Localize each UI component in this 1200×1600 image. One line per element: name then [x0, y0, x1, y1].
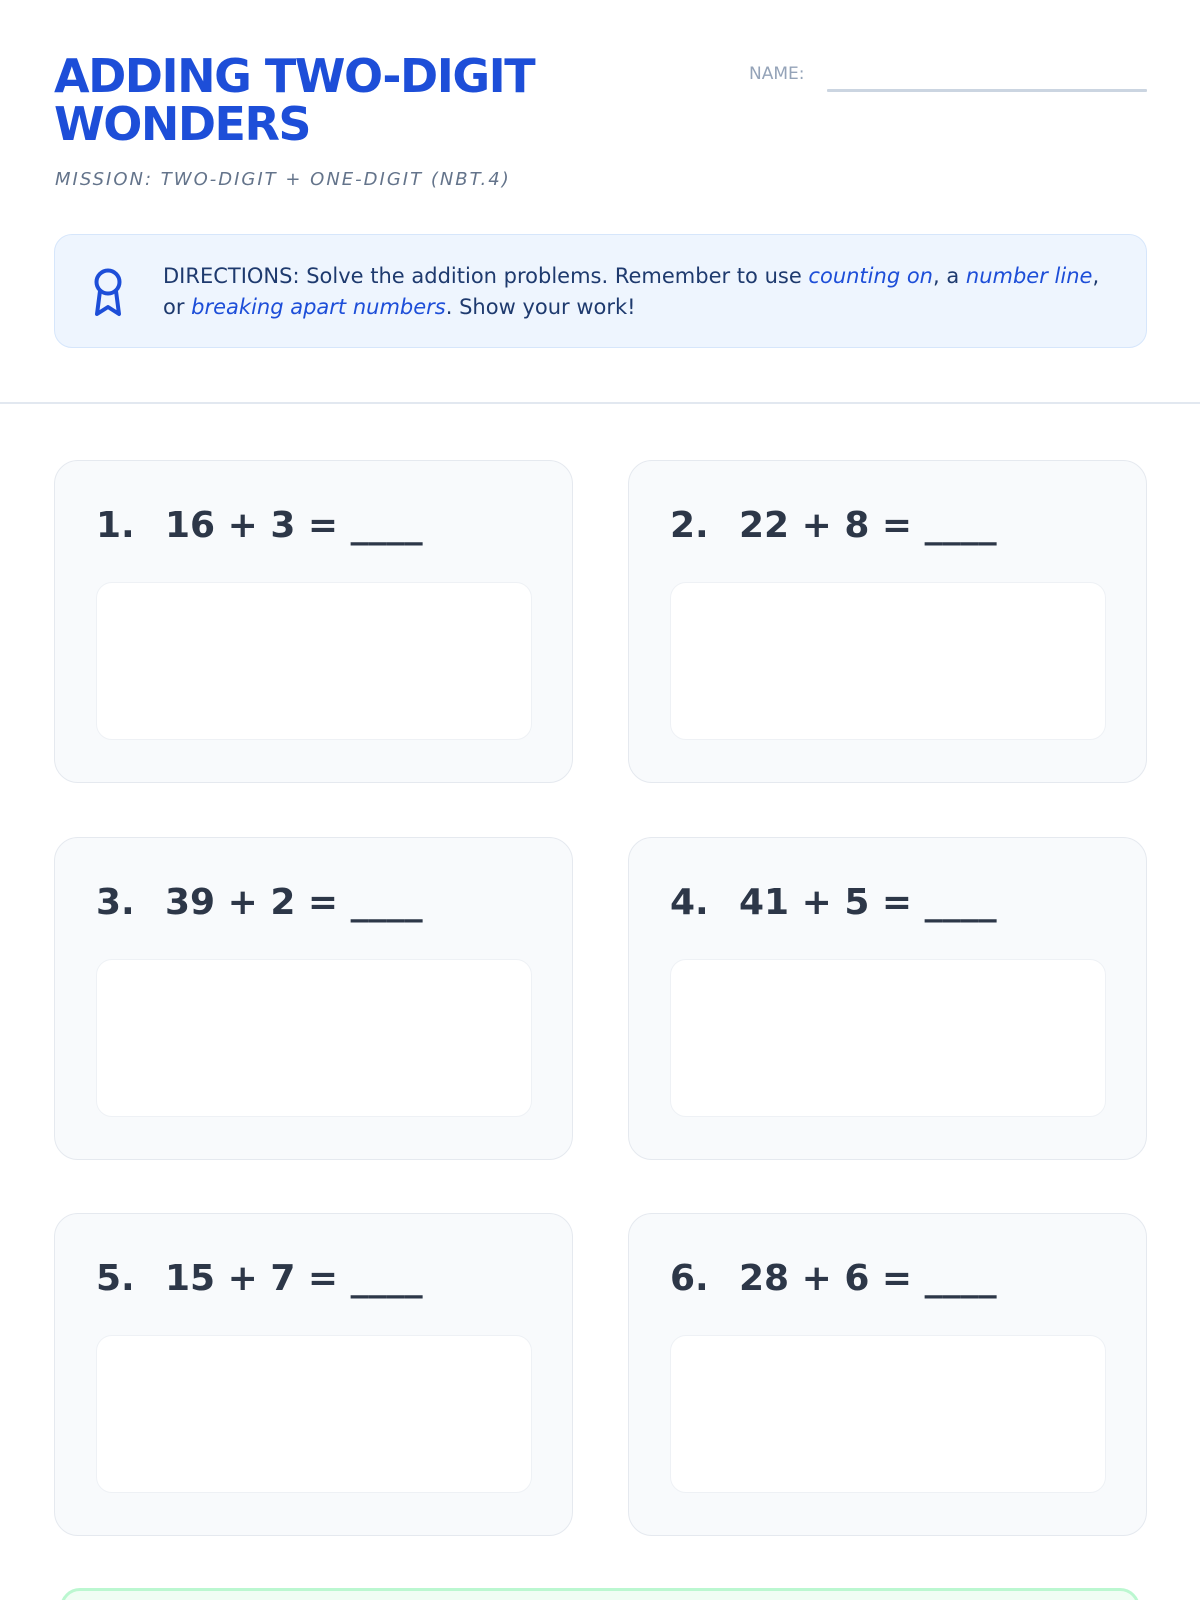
- section-divider: [0, 402, 1200, 404]
- directions-separator: , or: [163, 264, 1100, 319]
- problem-card-3: [54, 837, 573, 1160]
- problem-card-6: [628, 1213, 1147, 1536]
- problem-text: [96, 505, 423, 546]
- work-area[interactable]: [96, 1335, 532, 1493]
- problem-text: [96, 882, 423, 923]
- directions-prefix: DIRECTIONS: Solve the addition problems. Remember to use: [163, 264, 809, 288]
- directions-suffix: . Show your work!: [445, 295, 636, 319]
- worksheet-subtitle: MISSION: TWO-DIGIT + ONE-DIGIT (NBT.4): [55, 169, 511, 190]
- strategy-number-line: number line: [965, 264, 1093, 288]
- problem-number: 5.: [96, 1258, 135, 1299]
- work-area[interactable]: [96, 582, 532, 740]
- problem-number: 3.: [96, 882, 135, 923]
- name-field[interactable]: [827, 89, 1147, 92]
- directions-text: [163, 261, 1113, 323]
- problem-text: [670, 882, 997, 923]
- problem-expression: 15 + 7 = ____: [165, 1258, 423, 1299]
- work-area[interactable]: [670, 582, 1106, 740]
- problem-number: 1.: [96, 505, 135, 546]
- problem-number: 4.: [670, 882, 709, 923]
- strategy-breaking-apart: breaking apart numbers: [191, 295, 446, 319]
- work-area[interactable]: [96, 959, 532, 1117]
- problem-expression: 39 + 2 = ____: [165, 882, 423, 923]
- problem-expression: 28 + 6 = ____: [739, 1258, 997, 1299]
- directions-separator: , a: [932, 264, 966, 288]
- problem-text: [670, 1258, 997, 1299]
- ribbon-award-icon: [91, 268, 125, 318]
- problem-card-4: [628, 837, 1147, 1160]
- problem-expression: 16 + 3 = ____: [165, 505, 423, 546]
- problem-card-1: [54, 460, 573, 783]
- problem-number: 6.: [670, 1258, 709, 1299]
- problem-card-5: [54, 1213, 573, 1536]
- worksheet-title: ADDING TWO-DIGIT WONDERS: [54, 49, 535, 151]
- problem-text: [670, 505, 997, 546]
- work-area[interactable]: [670, 959, 1106, 1117]
- strategy-counting-on: counting on: [808, 264, 933, 288]
- problem-expression: 41 + 5 = ____: [739, 882, 997, 923]
- problem-expression: 22 + 8 = ____: [739, 505, 997, 546]
- problem-card-2: [628, 460, 1147, 783]
- name-label: NAME:: [749, 64, 805, 84]
- problem-text: [96, 1258, 423, 1299]
- problem-number: 2.: [670, 505, 709, 546]
- work-area[interactable]: [670, 1335, 1106, 1493]
- bottom-panel: [60, 1588, 1140, 1600]
- directions-box: [54, 234, 1147, 348]
